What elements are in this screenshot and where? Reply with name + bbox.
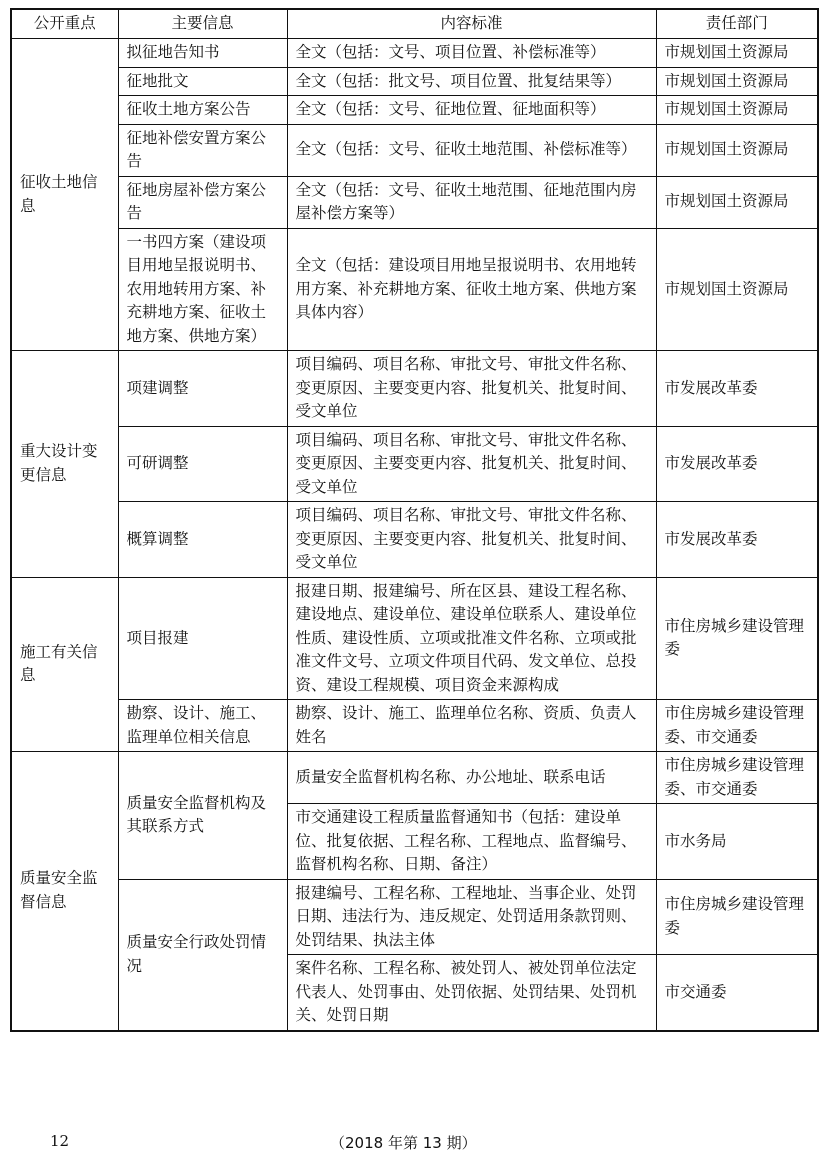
table-row: [11, 577, 818, 700]
dept-cell: 市发展改革委: [656, 351, 818, 427]
standard-cell: 勘察、设计、施工、监理单位名称、资质、负责人姓名: [287, 700, 656, 752]
info-cell: 可研调整: [118, 426, 287, 502]
group-name: 重大设计变更信息: [11, 351, 118, 578]
info-cell: 拟征地告知书: [118, 39, 287, 68]
standard-cell: 项目编码、项目名称、审批文号、审批文件名称、变更原因、主要变更内容、批复机关、批复时间、受文单位: [287, 502, 656, 578]
dept-cell: 市规划国土资源局: [656, 228, 818, 351]
standard-cell: 项目编码、项目名称、审批文号、审批文件名称、变更原因、主要变更内容、批复机关、批复时间、受文单位: [287, 426, 656, 502]
info-cell: 征地批文: [118, 67, 287, 96]
standard-cell: 报建编号、工程名称、工程地址、当事企业、处罚日期、违法行为、违反规定、处罚适用条款罚则、处罚结果、执法主体: [287, 879, 656, 955]
standard-cell: 全文（包括：文号、征收土地范围、征地范围内房屋补偿方案等）: [287, 176, 656, 228]
info-cell: 勘察、设计、施工、监理单位相关信息: [118, 700, 287, 752]
standard-cell: 案件名称、工程名称、被处罚人、被处罚单位法定代表人、处罚事由、处罚依据、处罚结果、处罚机关、处罚日期: [287, 955, 656, 1031]
dept-cell: 市规划国土资源局: [656, 124, 818, 176]
table-row: [11, 700, 818, 752]
info-cell: 概算调整: [118, 502, 287, 578]
dept-cell: 市规划国土资源局: [656, 67, 818, 96]
dept-cell: 市发展改革委: [656, 502, 818, 578]
info-cell: 项目报建: [118, 577, 287, 700]
group-name: 质量安全监督信息: [11, 752, 118, 1031]
standard-cell: 报建日期、报建编号、所在区县、建设工程名称、建设地点、建设单位、建设单位联系人、建设单位性质、建设性质、立项或批准文件名称、立项或批准文件文号、立项文件项目代码、发文单位、总投资、建设工程规模、项目资金来源构成: [287, 577, 656, 700]
dept-cell: 市发展改革委: [656, 426, 818, 502]
standard-cell: 全文（包括：文号、项目位置、补偿标准等）: [287, 39, 656, 68]
group-name: 施工有关信息: [11, 577, 118, 752]
info-cell: 征地房屋补偿方案公告: [118, 176, 287, 228]
table-row: [11, 502, 818, 578]
table-row: [11, 351, 818, 427]
info-cell: 质量安全行政处罚情况: [118, 879, 287, 1031]
info-cell: 征收土地方案公告: [118, 96, 287, 125]
table-row: [11, 176, 818, 228]
dept-cell: 市规划国土资源局: [656, 96, 818, 125]
standard-cell: 全文（包括：文号、征收土地范围、补偿标准等）: [287, 124, 656, 176]
standard-cell: 全文（包括：批文号、项目位置、批复结果等）: [287, 67, 656, 96]
table-row: [11, 752, 818, 804]
table-row: [11, 879, 818, 955]
group-name: 征收土地信息: [11, 39, 118, 351]
standard-cell: 项目编码、项目名称、审批文号、审批文件名称、变更原因、主要变更内容、批复机关、批复时间、受文单位: [287, 351, 656, 427]
table-row: [11, 426, 818, 502]
dept-cell: 市规划国土资源局: [656, 176, 818, 228]
info-cell: 征地补偿安置方案公告: [118, 124, 287, 176]
standard-cell: 全文（包括：建设项目用地呈报说明书、农用地转用方案、补充耕地方案、征收土地方案、供地方案具体内容）: [287, 228, 656, 351]
standard-cell: 市交通建设工程质量监督通知书（包括：建设单位、批复依据、工程名称、工程地点、监督编号、监督机构名称、日期、备注）: [287, 804, 656, 880]
dept-cell: 市住房城乡建设管理委、市交通委: [656, 752, 818, 804]
standard-cell: 全文（包括：文号、征地位置、征地面积等）: [287, 96, 656, 125]
dept-cell: 市住房城乡建设管理委: [656, 577, 818, 700]
disclosure-table: [10, 8, 819, 1032]
table-row: [11, 67, 818, 96]
standard-cell: 质量安全监督机构名称、办公地址、联系电话: [287, 752, 656, 804]
dept-cell: 市水务局: [656, 804, 818, 880]
header-info: 主要信息: [118, 9, 287, 39]
info-cell: 一书四方案（建设项目用地呈报说明书、农用地转用方案、补充耕地方案、征收土地方案、供地方案）: [118, 228, 287, 351]
header-focus: 公开重点: [11, 9, 118, 39]
issue-label: （2018 年第 13 期）: [330, 1134, 477, 1152]
table-header-row: [11, 9, 818, 39]
dept-cell: 市规划国土资源局: [656, 39, 818, 68]
header-standard: 内容标准: [287, 9, 656, 39]
dept-cell: 市住房城乡建设管理委: [656, 879, 818, 955]
table-row: [11, 124, 818, 176]
dept-cell: 市交通委: [656, 955, 818, 1031]
page-number: 12: [50, 1132, 70, 1150]
table-row: [11, 96, 818, 125]
table-row: [11, 39, 818, 68]
dept-cell: 市住房城乡建设管理委、市交通委: [656, 700, 818, 752]
info-cell: 项建调整: [118, 351, 287, 427]
table-row: [11, 228, 818, 351]
header-dept: 责任部门: [656, 9, 818, 39]
info-cell: 质量安全监督机构及其联系方式: [118, 752, 287, 880]
